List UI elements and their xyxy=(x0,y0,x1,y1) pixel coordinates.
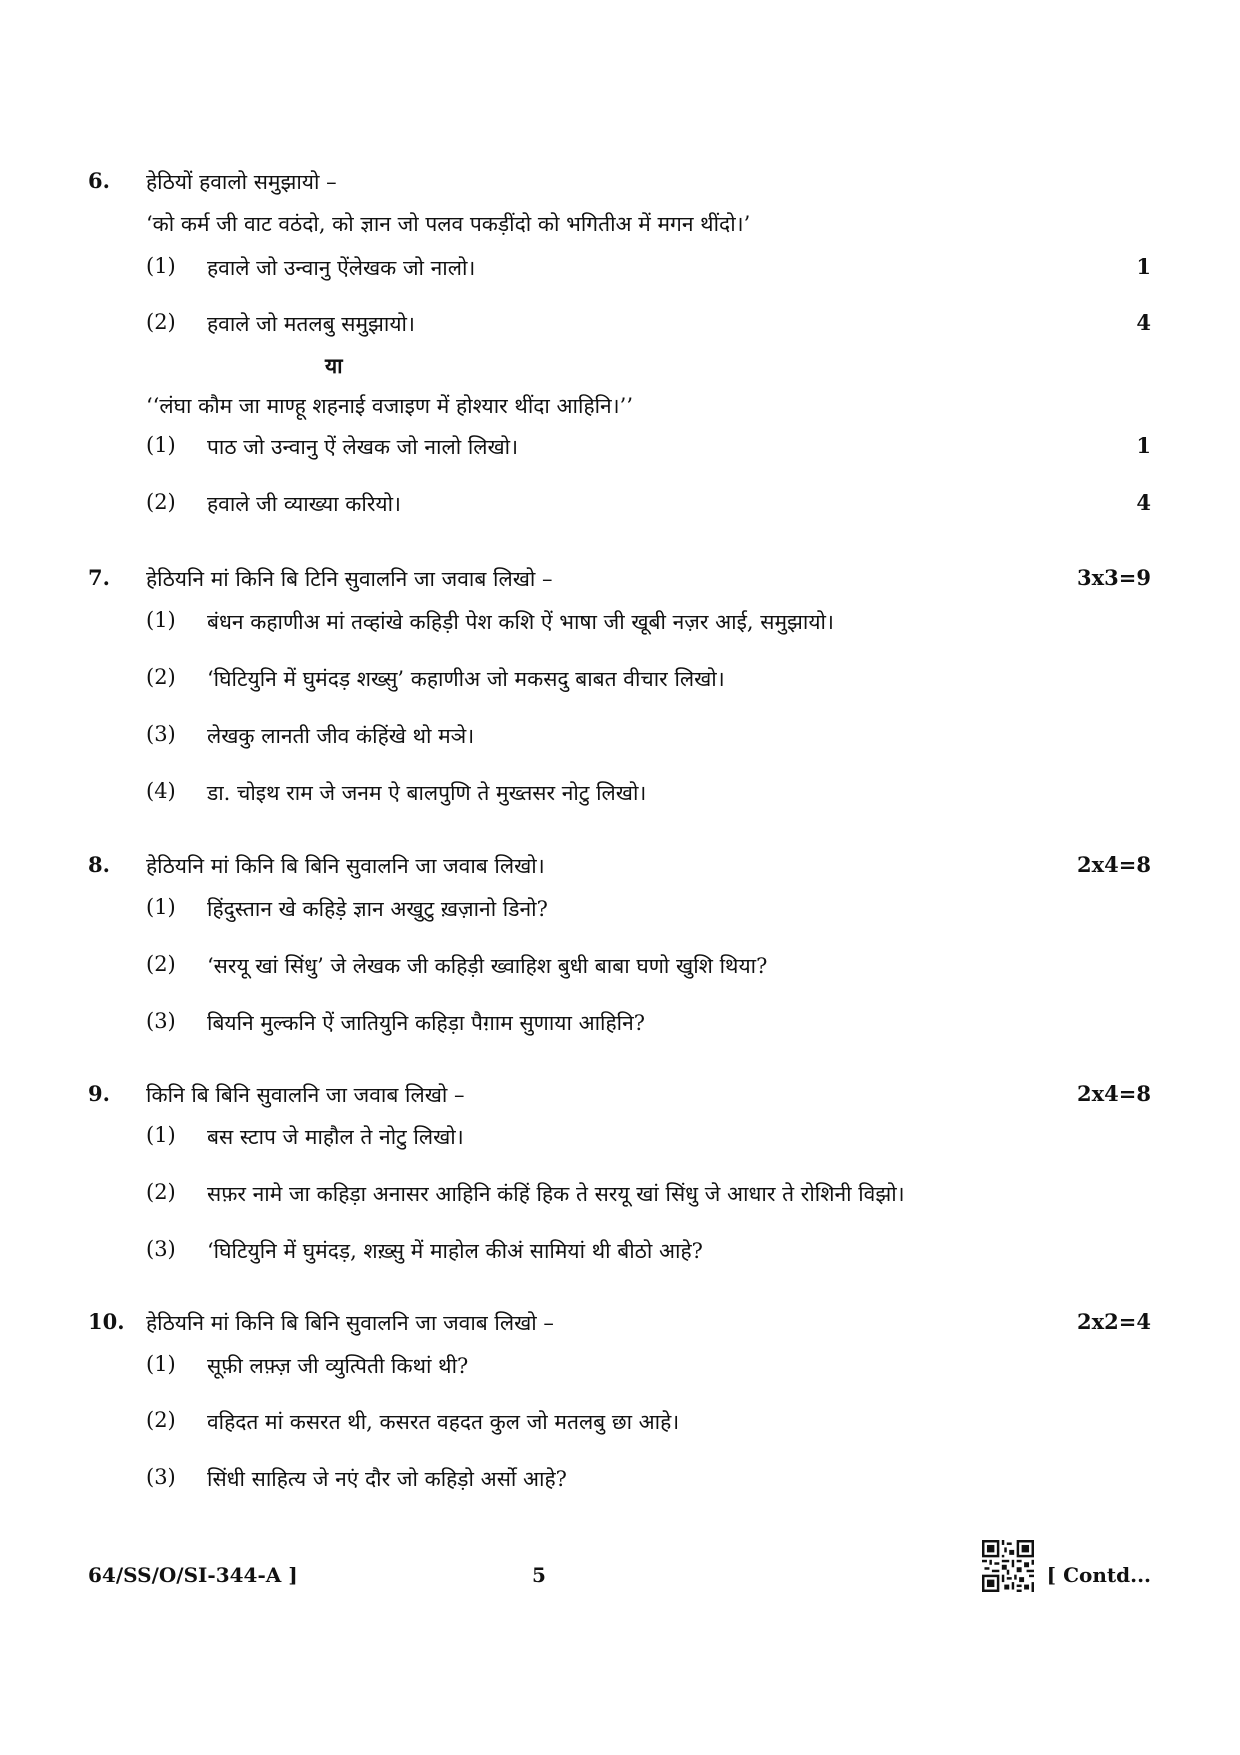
q10-number: 10. xyxy=(88,1309,125,1334)
q8-marks: 2x4=8 xyxy=(1077,852,1151,877)
q10-sub1-text: सूफ़ी लफ़्ज़ जी व्युत्पिती किथां थी? xyxy=(207,1354,469,1378)
q6-quote-1: ‘को कर्म जी वाट वठंदो, को ज्ञान जो पलव पकड़ींदो को भगितीअ में मगन थींदो।’ xyxy=(146,212,751,236)
q10-sub2-text: वहिदत मां कसरत थी, कसरत वहदत कुल जो मतलबु छा आहे। xyxy=(207,1410,680,1434)
q7-sub3-text: लेखकु लानती जीव कंहिंखे थो मञे। xyxy=(207,724,475,748)
q10-sub2-number: (2) xyxy=(146,1408,176,1432)
q6-sub1-text: हवाले जो उन्वानु ऐंलेखक जो नालो। xyxy=(207,256,476,280)
qr-code-icon xyxy=(982,1540,1034,1592)
q10-marks: 2x2=4 xyxy=(1077,1309,1151,1334)
q9-sub2-number: (2) xyxy=(146,1180,176,1204)
q6-sub4-text: हवाले जी व्याख्या करियो। xyxy=(207,492,401,516)
q6-sub3-marks: 1 xyxy=(1136,433,1151,458)
q9-marks: 2x4=8 xyxy=(1077,1081,1151,1106)
q7-sub1-number: (1) xyxy=(146,608,176,632)
q7-marks: 3x3=9 xyxy=(1077,565,1151,590)
q8-number: 8. xyxy=(88,852,110,877)
q8-sub2-number: (2) xyxy=(146,952,176,976)
q9-sub1-number: (1) xyxy=(146,1123,176,1147)
q7-intro: हेठियनि मां किनि बि टिनि सुवालनि जा जवाब लिखो – xyxy=(146,567,553,591)
q6-sub4-marks: 4 xyxy=(1136,490,1151,515)
q6-sub2-text: हवाले जो मतलबु समुझायो। xyxy=(207,312,415,336)
q9-sub2-text: सफ़र नामे जा कहिड़ा अनासर आहिनि कंहिं हिक ते सरयू खां सिंधु जे आधार ते रोशिनी विझो। xyxy=(207,1182,905,1206)
q6-sub2-marks: 4 xyxy=(1136,310,1151,335)
q7-sub3-number: (3) xyxy=(146,722,176,746)
paper-code: 64/SS/O/SI-344-A ] xyxy=(88,1563,298,1587)
q7-sub4-text: डा. चोइथ राम जे जनम ऐ बालपुणि ते मुख्तसर नोटु लिखो। xyxy=(207,781,647,805)
q8-sub3-text: बियनि मुल्कनि ऐं जातियुनि कहिड़ा पैग़ाम सुणाया आहिनि? xyxy=(207,1011,645,1035)
q6-sub3-text: पाठ जो उन्वानु ऐं लेखक जो नालो लिखो। xyxy=(207,435,519,459)
q6-sub1-marks: 1 xyxy=(1136,254,1151,279)
page-number: 5 xyxy=(532,1563,546,1587)
q6-sub1-number: (1) xyxy=(146,254,176,278)
q9-number: 9. xyxy=(88,1081,110,1106)
q10-sub3-number: (3) xyxy=(146,1465,176,1489)
q10-sub3-text: सिंधी साहित्य जे नएं दौर जो कहिड़ो अर्सो आहे? xyxy=(207,1467,567,1491)
q9-intro: किनि बि बिनि सुवालनि जा जवाब लिखो – xyxy=(146,1083,465,1107)
q8-intro: हेठियनि मां किनि बि बिनि सुवालनि जा जवाब लिखो। xyxy=(146,854,545,878)
q6-number: 6. xyxy=(88,168,110,193)
q7-sub2-number: (2) xyxy=(146,665,176,689)
q10-intro: हेठियनि मां किनि बि बिनि सुवालनि जा जवाब लिखो – xyxy=(146,1311,554,1335)
q9-sub1-text: बस स्टाप जे माहौल ते नोटु लिखो। xyxy=(207,1125,464,1149)
or-divider: या xyxy=(325,353,343,378)
q9-sub3-text: ‘घिटियुनि में घुमंदड़, शख़्सु में माहोल कीअं सामियां थी बीठो आहे? xyxy=(207,1239,703,1263)
continued-label: [ Contd... xyxy=(1046,1563,1151,1587)
q8-sub1-text: हिंदुस्तान खे कहिड़े ज्ञान अखुटु ख़ज़ानो डिनो? xyxy=(207,897,548,921)
q8-sub1-number: (1) xyxy=(146,895,176,919)
q6-sub3-number: (1) xyxy=(146,433,176,457)
q7-number: 7. xyxy=(88,565,110,590)
q6-quote-2: ‘‘लंघा कौम जा माण्हू शहनाई वजाइण में होश्यार थींदा आहिनि।’’ xyxy=(146,394,633,418)
q6-sub2-number: (2) xyxy=(146,310,176,334)
q6-sub4-number: (2) xyxy=(146,490,176,514)
q7-sub1-text: बंधन कहाणीअ मां तव्हांखे कहिड़ी पेश कशि ऐं भाषा जी खूबी नज़र आई, समुझायो। xyxy=(207,610,834,634)
q8-sub2-text: ‘सरयू खां सिंधु’ जे लेखक जी कहिड़ी ख्वाहिश बुधी बाबा घणो खुशि थिया? xyxy=(207,954,768,978)
q7-sub4-number: (4) xyxy=(146,779,176,803)
q7-sub2-text: ‘घिटियुनि में घुमंदड़ शख्सु’ कहाणीअ जो मकसदु बाबत वीचार लिखो। xyxy=(207,667,725,691)
q6-intro: हेठियों हवालो समुझायो – xyxy=(146,170,337,194)
q8-sub3-number: (3) xyxy=(146,1009,176,1033)
q9-sub3-number: (3) xyxy=(146,1237,176,1261)
q10-sub1-number: (1) xyxy=(146,1352,176,1376)
